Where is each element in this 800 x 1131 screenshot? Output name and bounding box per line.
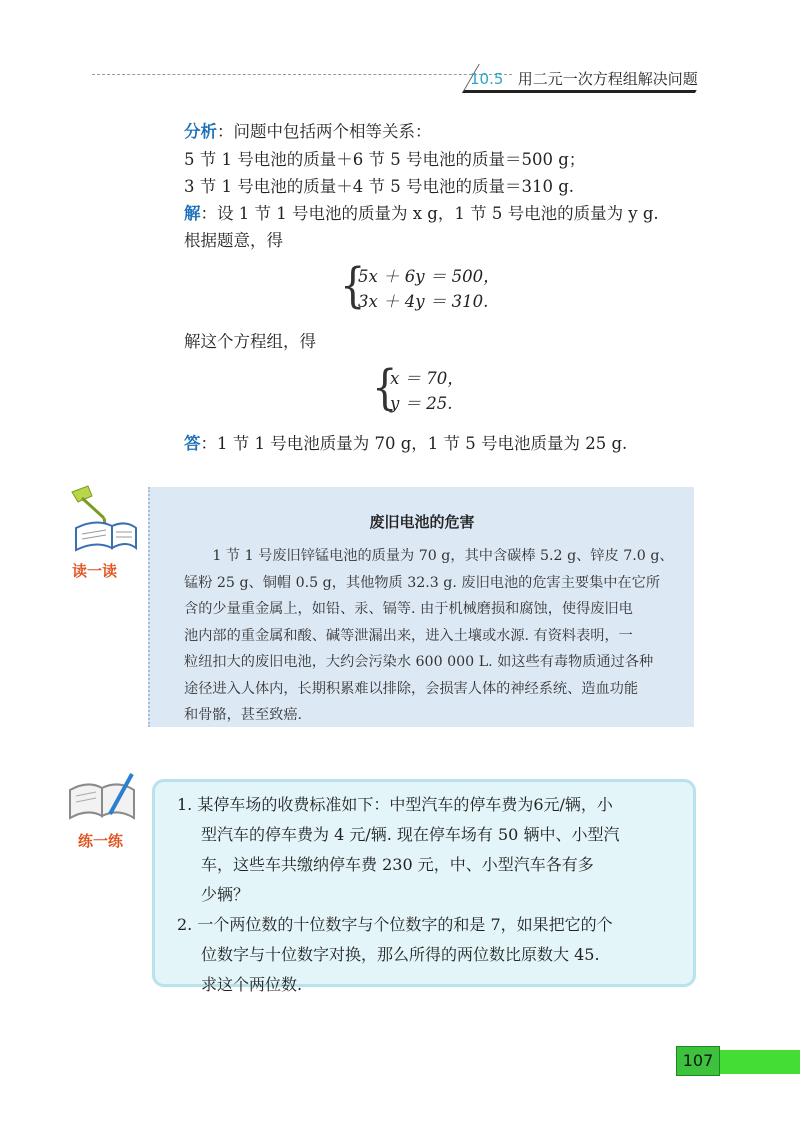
read-line: 锰粉 25 g、铜帽 0.5 g，其他物质 32.3 g. 废旧电池的危害主要集中在它所 xyxy=(184,574,661,591)
question-2-line: 求这个两位数. xyxy=(201,975,303,994)
result-2: y ＝ 25. xyxy=(390,394,453,413)
question-1-line: 少辆？ xyxy=(201,885,250,904)
question-1-line: 型汽车的停车费为 4 元/辆. 现在停车场有 50 辆中、小型汽 xyxy=(201,825,620,844)
read-line: 粒纽扣大的废旧电池，大约会污染水 600 000 L. 如这些有毒物质通过各种 xyxy=(184,654,654,670)
equation-1: 5x ＋ 6y ＝ 500， xyxy=(358,267,500,286)
practice-box xyxy=(152,779,696,994)
solution-label: 解 xyxy=(184,204,201,223)
analysis-lead-text: ：问题中包括两个相等关系： xyxy=(217,122,432,141)
answer-label: 答 xyxy=(184,434,201,453)
analysis-label: 分析 xyxy=(184,122,217,141)
equation-system xyxy=(340,258,500,314)
section-title: 用二元一次方程组解决问题 xyxy=(517,70,698,88)
running-header xyxy=(470,68,698,89)
answer-line xyxy=(184,430,627,457)
solution-line-1 xyxy=(184,200,659,227)
read-line: 途径进入人体内，长期积累难以排除，会损害人体的神经系统、造血功能 xyxy=(184,680,639,697)
analysis-lead xyxy=(184,118,432,145)
section-number: 10.5 xyxy=(470,70,504,88)
read-line: 1 节 1 号废旧锌锰电池的质量为 70 g，其中含碳棒 5.2 g、锌皮 7.0 g、 xyxy=(212,548,674,564)
practice-side-label: 练一练 xyxy=(78,832,124,850)
read-line: 池内部的重金属和酸、碱等泄漏出来，进入土壤或水源. 有资料表明，一 xyxy=(184,627,633,644)
read-title: 废旧电池的危害 xyxy=(369,513,475,531)
result-1: x ＝ 70， xyxy=(390,369,464,388)
question-1-line: 车，这些车共缴纳停车费 230 元，中、小型汽车各有多 xyxy=(201,855,594,874)
read-line: 含的少量重金属上，如铅、汞、镉等. 由于机械磨损和腐蚀，使得废旧电 xyxy=(184,601,633,617)
page-number-bar xyxy=(720,1050,800,1074)
analysis-line-2: 3 节 1 号电池的质量＋4 节 5 号电池的质量＝310 g. xyxy=(184,177,575,196)
book-pen-icon xyxy=(62,768,142,828)
solve-text: 解这个方程组，得 xyxy=(184,332,316,351)
read-side-label: 读一读 xyxy=(72,562,118,580)
question-1-line: 1. 某停车场的收费标准如下：中型汽车的停车费为6元/辆，小 xyxy=(177,795,613,814)
read-box xyxy=(148,487,694,727)
question-2-line: 位数字与十位数字对换，那么所得的两位数比原数大 45. xyxy=(201,945,600,964)
question-2-line: 2. 一个两位数的十位数字与个位数字的和是 7，如果把它的个 xyxy=(177,915,613,934)
header-dashed-rule xyxy=(92,74,512,75)
read-line: 和骨骼，甚至致癌. xyxy=(184,707,303,723)
left-brace-icon: { xyxy=(372,360,398,416)
equation-2: 3x ＋ 4y ＝ 310. xyxy=(358,292,489,311)
analysis-line-1: 5 节 1 号电池的质量＋6 节 5 号电池的质量＝500 g； xyxy=(184,150,586,169)
solution-line-1-text: ：设 1 节 1 号电池的质量为 x g，1 节 5 号电池的质量为 y g. xyxy=(200,204,659,223)
solution-line-2: 根据题意，得 xyxy=(184,231,283,250)
page-number: 107 xyxy=(676,1046,720,1076)
answer-text: ：1 节 1 号电池质量为 70 g，1 节 5 号电池质量为 25 g. xyxy=(200,434,628,453)
left-brace-icon: { xyxy=(340,258,366,314)
practice-list xyxy=(177,790,677,1000)
solution-system xyxy=(372,360,464,416)
lamp-book-icon xyxy=(58,484,138,554)
read-paragraph xyxy=(184,543,674,729)
